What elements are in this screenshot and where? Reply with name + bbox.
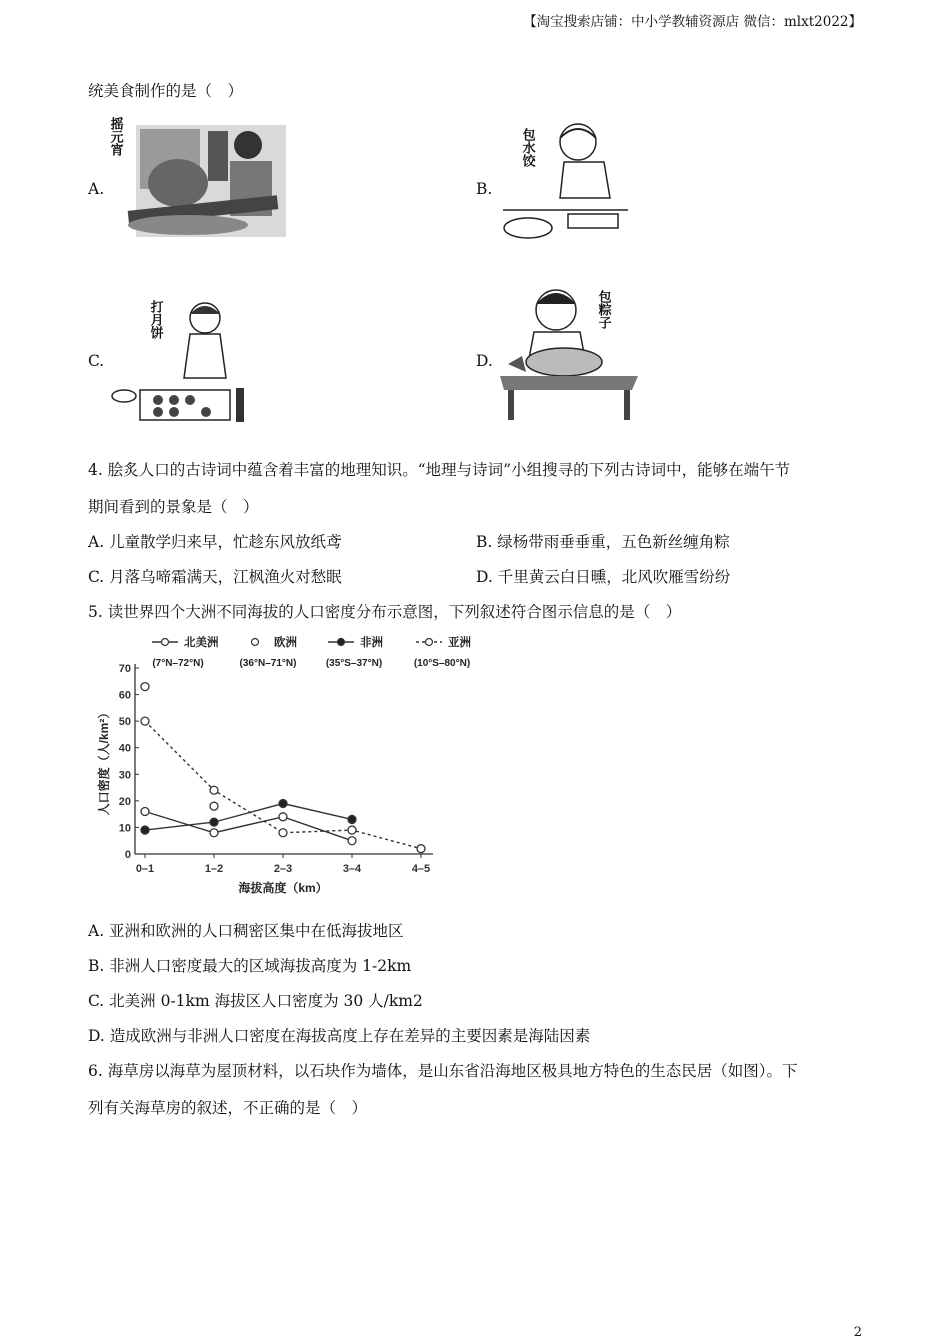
legend-name-2: 非洲 (360, 637, 383, 649)
x-tick-label: 3–4 (342, 863, 362, 875)
y-tick-label: 30 (118, 769, 131, 782)
q3-option-b-label: B. (476, 180, 493, 198)
legend-range-3: (10°S–80°N) (413, 658, 471, 669)
yuanxiao-illustration (108, 115, 288, 240)
population-density-chart (90, 628, 490, 903)
data-point-2 (348, 815, 356, 823)
series-line-2 (145, 804, 352, 831)
page-header: 【淘宝搜索店铺：中小学教辅资源店 微信：mlxt2022】 (523, 14, 862, 30)
q3-option-d-caption: 包粽子 (595, 290, 611, 329)
data-point-3 (279, 829, 287, 837)
data-point-1 (210, 802, 218, 810)
dumpling-illustration (498, 118, 638, 248)
y-axis-label: 人口密度（人/km²） (97, 706, 111, 816)
q6-stem-line1: 6. 海草房以海草为屋顶材料，以石块作为墙体，是山东省沿海地区极具地方特色的生态民居（如图）。下 (88, 1062, 798, 1080)
page-number: 2 (853, 1325, 862, 1340)
legend-marker-3 (426, 639, 433, 646)
data-point-3 (417, 845, 425, 853)
q3-option-c-label: C. (88, 352, 105, 370)
q3-option-c-illustration (110, 298, 255, 430)
q4-option-a: A. 儿童散学归来早，忙趁东风放纸鸢 (88, 533, 342, 551)
data-point-0 (279, 813, 287, 821)
q3-option-b-illustration (498, 118, 638, 248)
zongzi-illustration (498, 282, 643, 432)
q3-option-a-illustration (108, 115, 288, 240)
x-tick-label: 2–3 (273, 863, 293, 875)
data-point-0 (348, 837, 356, 845)
q6-stem-line2: 列有关海草房的叙述，不正确的是（ ） (88, 1099, 368, 1117)
q4-option-b: B. 绿杨带雨垂垂重，五色新丝缠角粽 (476, 533, 730, 551)
data-point-0 (210, 829, 218, 837)
q4-option-d: D. 千里黄云白日曛，北风吹雁雪纷纷 (476, 568, 731, 586)
q5-stem: 5. 读世界四个大洲不同海拔的人口密度分布示意图，下列叙述符合图示信息的是（ ） (88, 603, 682, 621)
y-tick-label: 50 (118, 716, 131, 729)
data-point-1 (141, 683, 149, 691)
q3-option-d-illustration (498, 282, 643, 432)
y-tick-label: 60 (118, 689, 131, 702)
data-point-2 (279, 800, 287, 808)
legend-name-1: 欧洲 (274, 637, 297, 649)
mooncake-illustration (110, 298, 255, 430)
legend-marker-0 (162, 639, 169, 646)
data-point-2 (210, 818, 218, 826)
y-tick-label: 10 (118, 822, 131, 835)
q3-option-b-caption: 包水饺 (519, 128, 535, 167)
y-tick-label: 0 (124, 849, 131, 861)
legend-range-1: (36°N–71°N) (239, 658, 297, 669)
y-tick-label: 70 (118, 663, 131, 675)
x-tick-label: 1–2 (204, 863, 224, 875)
q5-option-b: B. 非洲人口密度最大的区域海拔高度为 1-2km (88, 957, 412, 975)
x-tick-label: 0–1 (135, 863, 155, 875)
legend-range-0: (7°N–72°N) (152, 658, 204, 669)
y-tick-label: 20 (118, 795, 131, 808)
x-axis-label: 海拔高度（km） (238, 881, 328, 895)
data-point-3 (210, 786, 218, 794)
q5-option-d: D. 造成欧洲与非洲人口密度在海拔高度上存在差异的主要因素是海陆因素 (88, 1027, 591, 1045)
q3-stem-tail: 统美食制作的是（ ） (88, 82, 244, 100)
data-point-3 (141, 717, 149, 725)
data-point-2 (141, 826, 149, 834)
q3-option-a-caption: 摇元宵 (107, 117, 123, 156)
data-point-3 (348, 826, 356, 834)
legend-name-0: 北美洲 (184, 637, 219, 649)
legend-marker-1 (252, 639, 259, 646)
q4-stem-line1: 4. 脍炙人口的古诗词中蕴含着丰富的地理知识。“地理与诗词”小组搜寻的下列古诗词中，能够在端午节 (88, 461, 791, 479)
legend-range-2: (35°S–37°N) (325, 658, 383, 669)
data-point-0 (141, 807, 149, 815)
q3-option-c-caption: 打月饼 (147, 300, 163, 339)
legend-name-3: 亚洲 (448, 637, 471, 649)
q5-option-a: A. 亚洲和欧洲的人口稠密区集中在低海拔地区 (88, 922, 404, 940)
q4-stem-line2: 期间看到的景象是（ ） (88, 498, 259, 516)
x-tick-label: 4–5 (411, 863, 431, 875)
y-tick-label: 40 (118, 742, 131, 755)
q4-option-c: C. 月落乌啼霜满天，江枫渔火对愁眠 (88, 568, 342, 586)
q3-option-d-label: D. (476, 352, 493, 370)
q3-option-a-label: A. (88, 180, 105, 198)
legend-marker-2 (338, 639, 345, 646)
q5-option-c: C. 北美洲 0-1km 海拔区人口密度为 30 人/km2 (88, 992, 423, 1010)
